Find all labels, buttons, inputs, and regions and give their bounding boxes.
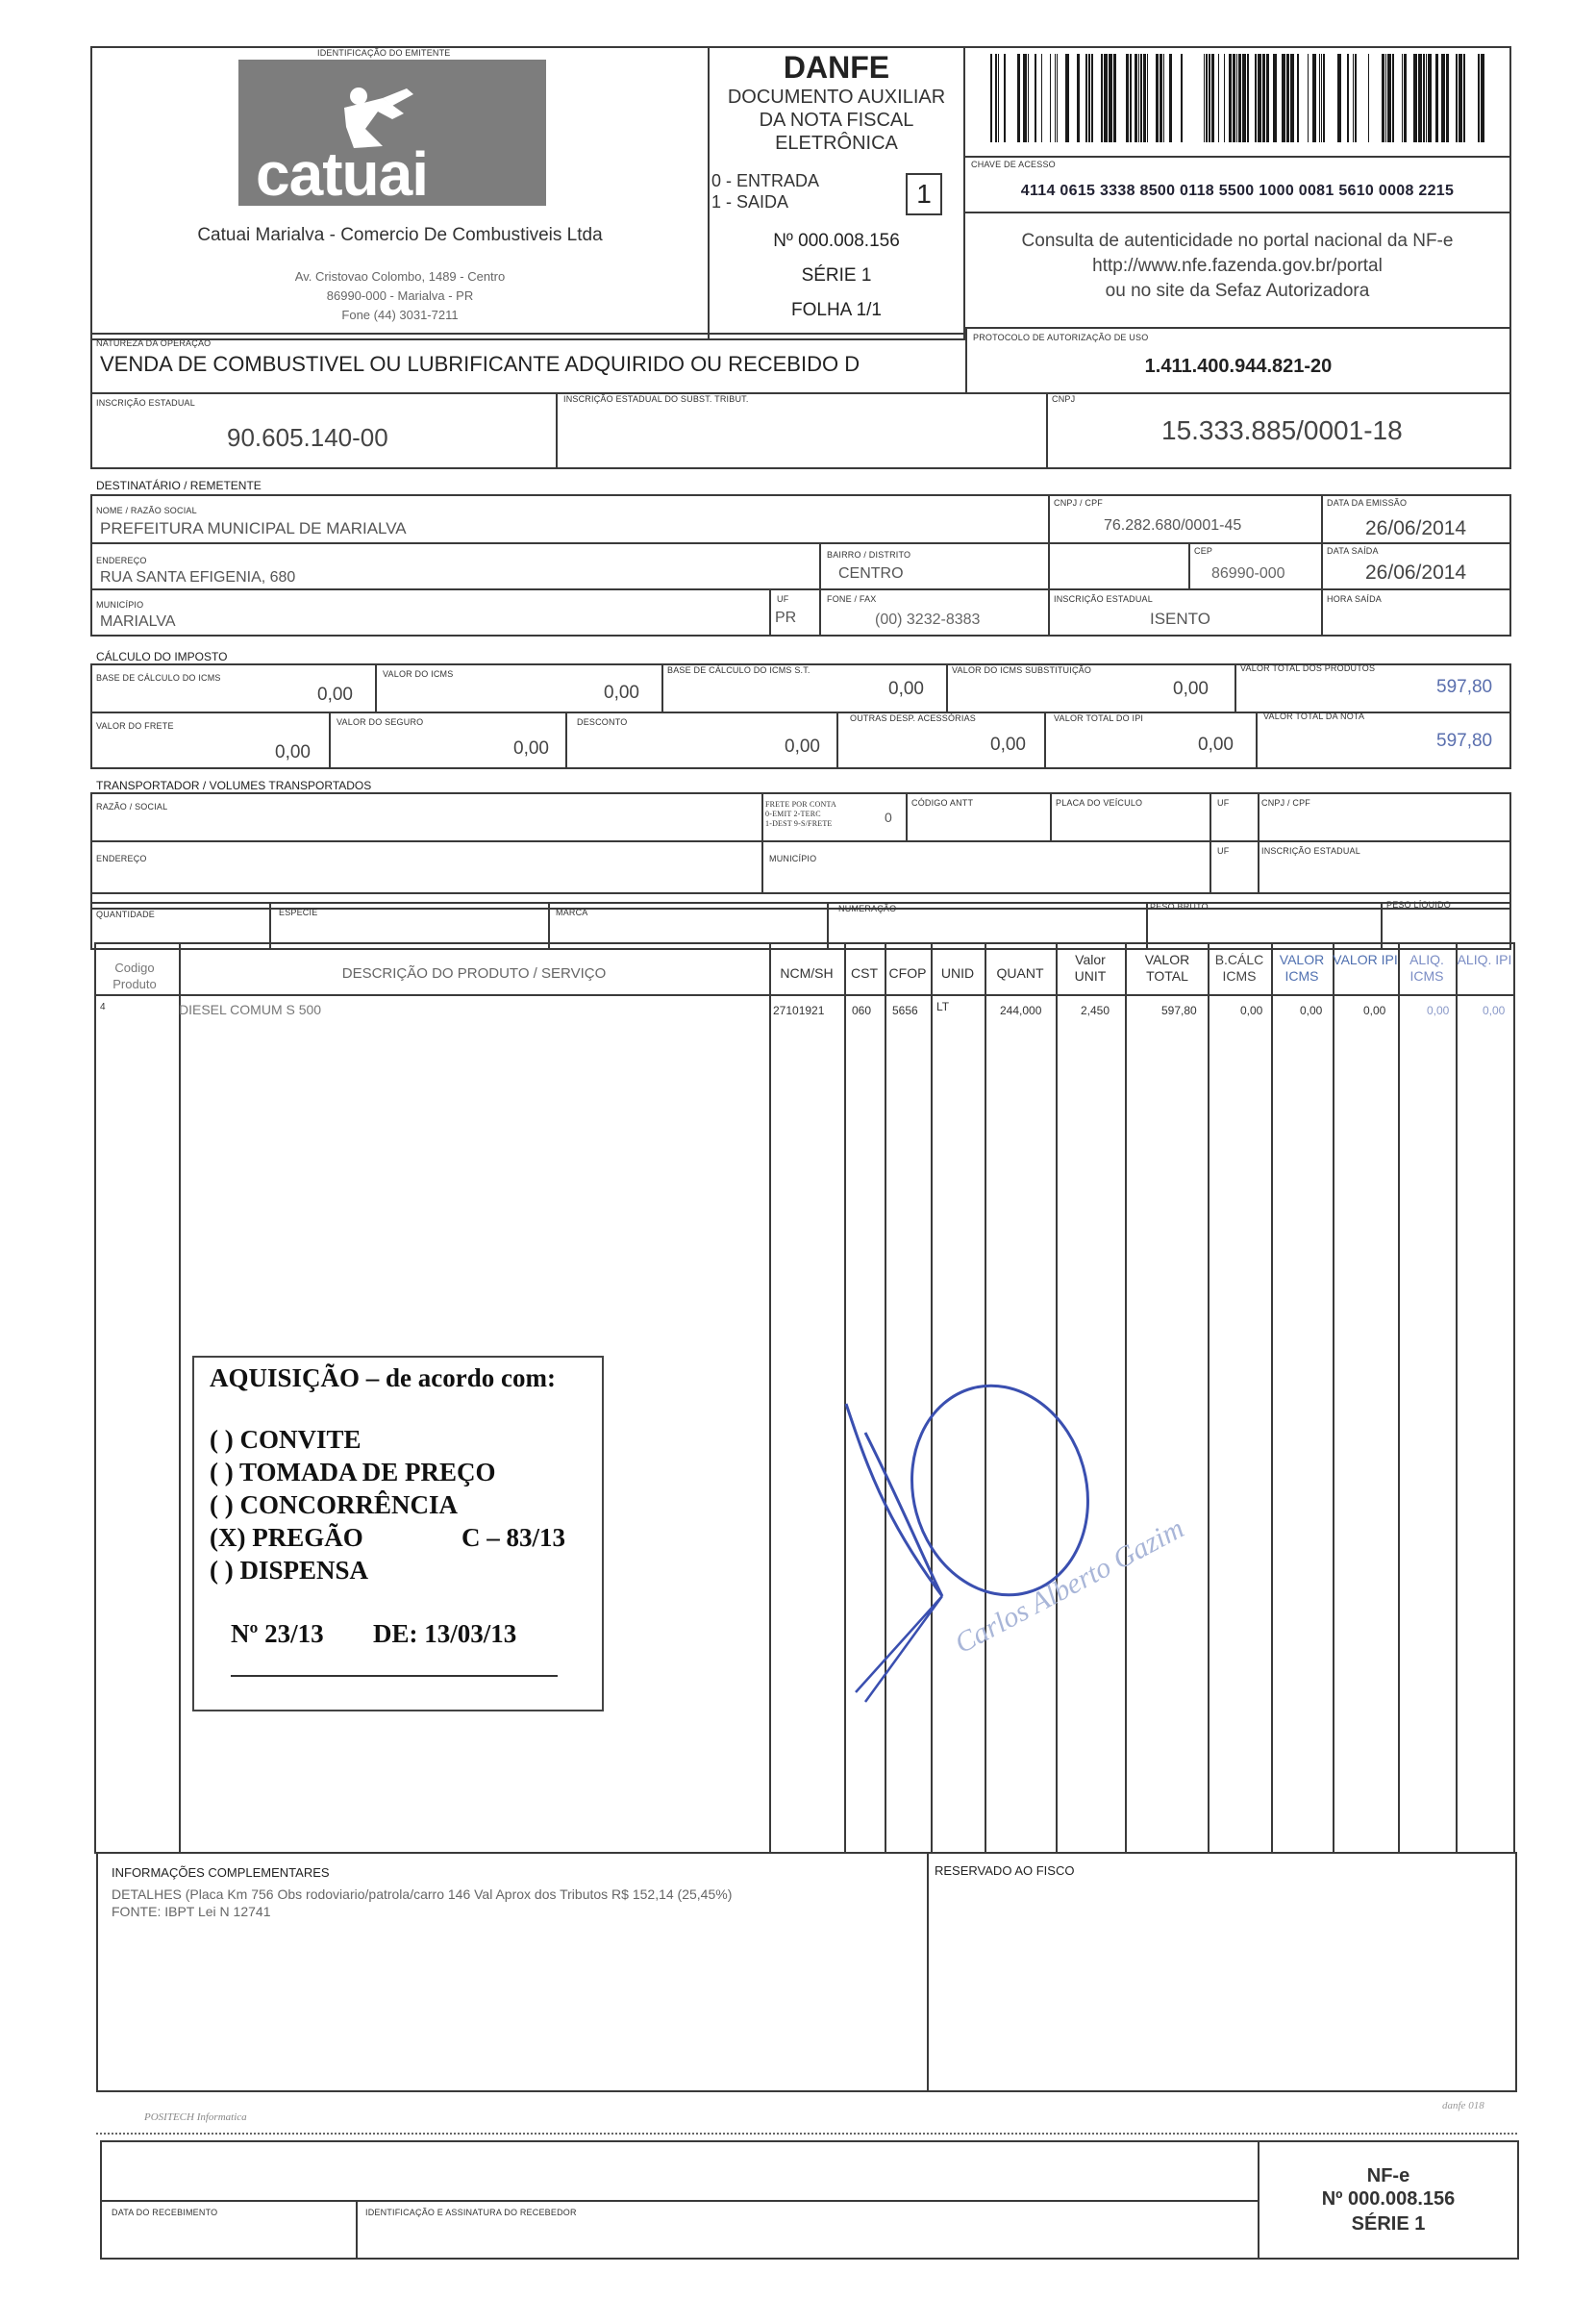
- barcode-bar: [1224, 54, 1225, 142]
- barcode-bar: [1353, 54, 1354, 142]
- barcode-bar: [1035, 54, 1036, 142]
- dest-emissao: 26/06/2014: [1365, 517, 1467, 539]
- trans-cnpj-label: CNPJ / CPF: [1261, 798, 1311, 808]
- info-label: INFORMAÇÕES COMPLEMENTARES: [112, 1865, 330, 1880]
- barcode-bar: [1282, 54, 1285, 142]
- barcode-bar: [1088, 54, 1090, 142]
- recebimento-row-div: [100, 2200, 1259, 2202]
- danfe-folha: FOLHA 1/1: [791, 300, 882, 320]
- natureza-label: NATUREZA DA OPERAÇÃO: [96, 338, 212, 348]
- barcode-bar: [1113, 54, 1116, 142]
- barcode-bar: [1404, 54, 1407, 142]
- td-codigo: 4: [100, 1002, 106, 1012]
- barcode-bar: [1138, 54, 1139, 142]
- dest-col-cnpj: [1048, 494, 1050, 588]
- th-quant: QUANT: [996, 965, 1044, 981]
- barcode-bar: [1323, 54, 1325, 142]
- valor-st: 0,00: [1173, 679, 1209, 699]
- trans-uf2-label: UF: [1217, 846, 1230, 856]
- outras: 0,00: [990, 735, 1026, 755]
- barcode-bar: [1286, 54, 1289, 142]
- inscricao-divider-1: [556, 392, 558, 469]
- barcode-bar: [1435, 54, 1438, 142]
- imp-col-2: [661, 663, 663, 712]
- consulta-line-1: Consulta de autenticidade no portal nacional da NF-e: [1021, 231, 1454, 251]
- vol-peso-liquido-label: PESO LÍQUIDO: [1386, 900, 1451, 910]
- td-aliq-ipi: 0,00: [1483, 1004, 1506, 1017]
- cnpj-label: CNPJ: [1052, 394, 1076, 404]
- dest-row-div-2: [90, 588, 1511, 590]
- dest-uf: PR: [775, 610, 797, 626]
- td-vicms: 0,00: [1300, 1004, 1323, 1017]
- imp-col-8: [1044, 712, 1046, 769]
- barcode-bar: [1290, 54, 1294, 142]
- td-descricao: DIESEL COMUM S 500: [179, 1002, 322, 1017]
- trans-municipio-label: MUNICÍPIO: [769, 854, 817, 863]
- dest-saida-label: DATA SAÍDA: [1327, 546, 1379, 556]
- natureza-value: VENDA DE COMBUSTIVEL OU LUBRIFICANTE ADQUIRIDO OU RECEBIDO D: [100, 352, 860, 376]
- trans-col-3: [1050, 792, 1052, 840]
- trans-endereco-label: ENDEREÇO: [96, 854, 147, 863]
- barcode-bar: [1160, 54, 1162, 142]
- trans-col-2: [906, 792, 908, 840]
- seguro: 0,00: [513, 738, 549, 759]
- dest-endereco-label: ENDEREÇO: [96, 556, 147, 565]
- barcode-bar: [1028, 54, 1029, 142]
- td-cst: 060: [852, 1004, 872, 1017]
- th-vunit: Valor UNIT: [1074, 952, 1107, 984]
- imp-col-7: [836, 712, 838, 769]
- barcode-bar: [1255, 54, 1257, 142]
- footer-nfe: NF-e: [1366, 2165, 1410, 2186]
- ie-label: INSCRIÇÃO ESTADUAL: [96, 398, 195, 408]
- stamp-opt-dispensa: ( ) DISPENSA: [210, 1556, 369, 1585]
- base-st-label: BASE DE CÁLCULO DO ICMS S.T.: [667, 665, 810, 675]
- barcode-bar: [1242, 54, 1246, 142]
- th-vicms: VALOR ICMS: [1279, 952, 1325, 984]
- barcode-bar: [1135, 54, 1137, 142]
- td-ncm: 27101921: [773, 1004, 825, 1017]
- td-vunit: 2,450: [1081, 1004, 1110, 1017]
- barcode-bar: [1418, 54, 1422, 142]
- td-vipi: 0,00: [1363, 1004, 1386, 1017]
- valor-icms: 0,00: [604, 683, 639, 703]
- stamp-opt-convite: ( ) CONVITE: [210, 1425, 362, 1454]
- barcode-bar: [1077, 54, 1080, 142]
- barcode-bar: [1206, 54, 1208, 142]
- ipi: 0,00: [1198, 735, 1234, 755]
- trans-placa-label: PLACA DO VEÍCULO: [1056, 798, 1143, 808]
- protocolo-label: PROTOCOLO DE AUTORIZAÇÃO DE USO: [973, 333, 1149, 342]
- vol-marca-label: MARCA: [556, 908, 588, 917]
- barcode-bar: [1209, 54, 1210, 142]
- th-unid: UNID: [940, 965, 975, 981]
- total-produtos-label: VALOR TOTAL DOS PRODUTOS: [1240, 663, 1376, 673]
- chave-label: CHAVE DE ACESSO: [971, 160, 1056, 169]
- danfe-subtitle-1: DOCUMENTO AUXILIAR: [727, 87, 946, 108]
- trans-razao-label: RAZÃO / SOCIAL: [96, 802, 168, 812]
- dest-col-uf: [769, 588, 771, 637]
- barcode-bar: [1481, 54, 1484, 142]
- barcode-bar: [998, 54, 999, 142]
- barcode-bar: [1130, 54, 1132, 142]
- barcode-bar: [1163, 54, 1164, 142]
- danfe-saida: 1 - SAIDA: [711, 192, 789, 212]
- produtos-column-divider: [769, 942, 771, 1854]
- th-cfop: CFOP: [888, 965, 927, 981]
- dest-col-fone: [819, 588, 821, 637]
- dest-fone: (00) 3232-8383: [875, 612, 981, 628]
- trans-col-5: [1258, 792, 1259, 892]
- emitente-section-label: IDENTIFICAÇÃO DO EMITENTE: [317, 48, 451, 58]
- assinatura-label: IDENTIFICAÇÃO E ASSINATURA DO RECEBEDOR: [365, 2208, 577, 2217]
- total-nota-label: VALOR TOTAL DA NOTA: [1263, 712, 1365, 721]
- barcode-bar: [1385, 54, 1386, 142]
- barcode-bar: [1147, 54, 1148, 142]
- barcode-bar: [1004, 54, 1006, 142]
- barcode-bar: [1312, 54, 1316, 142]
- produtos-column-divider: [1333, 942, 1334, 1854]
- barcode-bar: [1169, 54, 1172, 142]
- stamp-data: DE: 13/03/13: [373, 1619, 517, 1648]
- aquisicao-stamp: [192, 1356, 604, 1711]
- barcode-bar: [1211, 54, 1214, 142]
- barcode-bar: [1297, 54, 1299, 142]
- trans-col-1: [761, 792, 763, 892]
- info-line-1: DETALHES (Placa Km 756 Obs rodoviario/patrola/carro 146 Val Aprox dos Tributos R$ 152,14 (25,45%): [112, 1886, 733, 1902]
- produtos-header-div: [94, 994, 1515, 996]
- barcode-bar: [990, 54, 992, 142]
- footer-serie: SÉRIE 1: [1351, 2213, 1426, 2235]
- stamp-title: AQUISIÇÃO – de acordo com:: [210, 1363, 556, 1392]
- transporte-section-label: TRANSPORTADOR / VOLUMES TRANSPORTADOS: [96, 779, 372, 792]
- info-divider: [927, 1852, 929, 2092]
- trans-uf-label: UF: [1217, 798, 1230, 808]
- dest-uf-label: UF: [777, 594, 789, 604]
- dest-cep: 86990-000: [1211, 565, 1285, 582]
- td-cfop: 5656: [892, 1004, 918, 1017]
- barcode-bar: [1413, 54, 1417, 142]
- barcode-bar: [1266, 54, 1269, 142]
- logo-text: catuai: [256, 139, 428, 206]
- barcode: [990, 54, 1492, 142]
- barcode-bar: [1387, 54, 1391, 142]
- barcode-bar: [1057, 54, 1058, 142]
- barcode-bar: [1050, 54, 1051, 142]
- danfe-numero: Nº 000.008.156: [773, 231, 900, 251]
- th-descricao: DESCRIÇÃO DO PRODUTO / SERVIÇO: [341, 965, 607, 982]
- th-cst: CST: [851, 965, 878, 981]
- stamp-pregao-ref: C – 83/13: [461, 1523, 565, 1552]
- barcode-bar: [1402, 54, 1403, 142]
- frete: 0,00: [275, 742, 311, 762]
- produtos-column-divider: [179, 942, 181, 1854]
- danfe-entrada: 0 - ENTRADA: [711, 171, 820, 190]
- valor-st-label: VALOR DO ICMS SUBSTITUIÇÃO: [952, 665, 1092, 675]
- info-line-2: FONTE: IBPT Lei N 12741: [112, 1904, 271, 1919]
- recebimento-label: DATA DO RECEBIMENTO: [112, 2208, 218, 2217]
- company-logo: [238, 60, 546, 206]
- barcode-bar: [1463, 54, 1465, 142]
- imp-col-4: [1234, 663, 1236, 712]
- trans-antt-label: CÓDIGO ANTT: [911, 798, 974, 808]
- chave-divider-1: [963, 156, 1511, 158]
- barcode-bar: [1041, 54, 1042, 142]
- emitente-address-1: Av. Cristovao Colombo, 1489 - Centro: [294, 269, 506, 284]
- barcode-bar: [1308, 54, 1309, 142]
- barcode-bar: [1459, 54, 1462, 142]
- trans-row-div-2: [90, 892, 1511, 894]
- barcode-bar: [1382, 54, 1384, 142]
- trans-ie-label: INSCRIÇÃO ESTADUAL: [1261, 846, 1360, 856]
- th-codigo: Codigo Produto: [112, 961, 157, 991]
- dest-fone-label: FONE / FAX: [827, 594, 877, 604]
- vol-quantidade-label: QUANTIDADE: [96, 910, 156, 919]
- td-unid: LT: [936, 1000, 950, 1013]
- barcode-bar: [1355, 54, 1357, 142]
- stamp-opt-pregao: (X) PREGÃO: [210, 1523, 363, 1552]
- barcode-bar: [1055, 54, 1056, 142]
- svg-text:Carlos Alberto Gazim: Carlos Alberto Gazim: [949, 1511, 1189, 1661]
- vol-numeracao-label: NUMERAÇÃO: [838, 904, 897, 913]
- desconto: 0,00: [785, 737, 820, 757]
- dest-bairro-label: BAIRRO / DISTRITO: [827, 550, 911, 560]
- barcode-bar: [1109, 54, 1112, 142]
- barcode-bar: [1478, 54, 1480, 142]
- imp-col-6: [565, 712, 567, 769]
- dest-cep-label: CEP: [1194, 546, 1213, 556]
- imp-col-3: [946, 663, 948, 712]
- barcode-bar: [1204, 54, 1205, 142]
- danfe-serie: SÉRIE 1: [801, 265, 872, 286]
- barcode-bar: [1247, 54, 1249, 142]
- stamp-underline: [231, 1675, 558, 1677]
- outras-label: OUTRAS DESP. ACESSÓRIAS: [850, 713, 976, 723]
- dest-cnpj: 76.282.680/0001-45: [1104, 517, 1242, 534]
- produtos-column-divider: [1271, 942, 1273, 1854]
- barcode-bar: [1337, 54, 1341, 142]
- cnpj-value: 15.333.885/0001-18: [1161, 415, 1403, 445]
- danfe-subtitle-2: DA NOTA FISCAL: [759, 110, 914, 131]
- th-vtotal: VALOR TOTAL: [1144, 952, 1190, 984]
- barcode-bar: [1368, 54, 1369, 142]
- chave-value: 4114 0615 3338 8500 0118 5500 1000 0081 5610 0008 2215: [1020, 183, 1455, 199]
- th-aliq-ipi: ALIQ. IPI: [1457, 952, 1512, 967]
- dest-endereco: RUA SANTA EFIGENIA, 680: [100, 569, 296, 586]
- barcode-bar: [1446, 54, 1449, 142]
- stamp-opt-tomada: ( ) TOMADA DE PREÇO: [210, 1458, 496, 1486]
- dest-saida: 26/06/2014: [1365, 562, 1467, 584]
- barcode-bar: [1238, 54, 1241, 142]
- trans-frete-value: 0: [885, 810, 892, 825]
- dest-ie-label: INSCRIÇÃO ESTADUAL: [1054, 594, 1153, 604]
- base-icms: 0,00: [317, 685, 353, 705]
- barcode-bar: [1392, 54, 1394, 142]
- dest-emissao-label: DATA DA EMISSÃO: [1327, 498, 1408, 508]
- consulta-line-2: http://www.nfe.fazenda.gov.br/portal: [1092, 256, 1383, 276]
- inscricao-divider-2: [1046, 392, 1048, 469]
- barcode-bar: [1426, 54, 1427, 142]
- produtos-column-divider: [1398, 942, 1400, 1854]
- barcode-bar: [1441, 54, 1445, 142]
- barcode-bar: [1104, 54, 1108, 142]
- fisco-label: RESERVADO AO FISCO: [935, 1863, 1075, 1878]
- barcode-bar: [1423, 54, 1425, 142]
- barcode-bar: [1017, 54, 1020, 142]
- dest-col-cep: [1188, 542, 1190, 588]
- imp-col-1: [375, 663, 377, 712]
- valor-icms-label: VALOR DO ICMS: [383, 669, 454, 679]
- danfe-subtitle-3: ELETRÔNICA: [775, 133, 898, 154]
- emitente-name: Catuai Marialva - Comercio De Combustiveis Ltda: [197, 225, 603, 245]
- td-aliq-icms: 0,00: [1427, 1004, 1450, 1017]
- destinatario-section-label: DESTINATÁRIO / REMETENTE: [96, 479, 262, 492]
- barcode-bar: [1229, 54, 1232, 142]
- cut-line: [96, 2133, 1517, 2135]
- ie-value: 90.605.140-00: [227, 423, 388, 452]
- vol-especie-label: ESPÉCIE: [279, 908, 318, 917]
- dest-nome-label: NOME / RAZÃO SOCIAL: [96, 506, 197, 515]
- imp-col-5: [329, 712, 331, 769]
- td-vtotal: 597,80: [1161, 1004, 1197, 1017]
- dest-col-ie: [1048, 588, 1050, 637]
- total-produtos: 597,80: [1436, 677, 1493, 697]
- barcode-bar: [1347, 54, 1349, 142]
- signature: [827, 1365, 1211, 1711]
- trans-frete-label-3: 1-DEST 9-S/FRETE: [765, 819, 833, 828]
- th-aliq-icms: ALIQ. ICMS: [1409, 952, 1444, 984]
- seguro-label: VALOR DO SEGURO: [337, 717, 424, 727]
- td-bcalc: 0,00: [1240, 1004, 1263, 1017]
- frete-label: VALOR DO FRETE: [96, 721, 174, 731]
- trans-frete-label-1: FRETE POR CONTA: [765, 800, 836, 809]
- td-quant: 244,000: [1000, 1004, 1042, 1017]
- barcode-bar: [1258, 54, 1261, 142]
- imposto-section-label: CÁLCULO DO IMPOSTO: [96, 650, 228, 663]
- ipi-label: VALOR TOTAL DO IPI: [1054, 713, 1144, 723]
- barcode-bar: [1319, 54, 1320, 142]
- barcode-bar: [1456, 54, 1458, 142]
- trans-col-4: [1209, 792, 1211, 892]
- barcode-bar: [1143, 54, 1146, 142]
- dest-row-div-1: [90, 542, 1511, 544]
- trans-row-div-1: [90, 840, 1511, 842]
- ie-st-label: INSCRIÇÃO ESTADUAL DO SUBST. TRIBUT.: [563, 394, 749, 404]
- vol-peso-bruto-label: PESO BRUTO: [1150, 902, 1209, 912]
- recebimento-col-ass: [356, 2200, 358, 2260]
- dest-col-data: [1321, 494, 1323, 637]
- chave-divider-2: [963, 212, 1511, 213]
- danfe-title: DANFE: [783, 50, 890, 85]
- imp-col-9: [1256, 712, 1258, 769]
- emitente-address-2: 86990-000 - Marialva - PR: [326, 288, 474, 303]
- danfe-version: danfe 018: [1442, 2100, 1484, 2111]
- barcode-bar: [1273, 54, 1277, 142]
- barcode-bar: [1236, 54, 1237, 142]
- stamp-numero: Nº 23/13: [231, 1619, 324, 1648]
- danfe-tipo-box: 1: [906, 173, 942, 215]
- trans-frete-label-2: 0-EMIT 2-TERC: [765, 810, 821, 818]
- base-icms-label: BASE DE CÁLCULO DO ICMS: [96, 673, 221, 683]
- barcode-bar: [1023, 54, 1027, 142]
- dest-municipio-label: MUNICÍPIO: [96, 600, 144, 610]
- th-vipi: VALOR IPI: [1333, 952, 1398, 967]
- th-ncm: NCM/SH: [780, 965, 834, 981]
- desconto-label: DESCONTO: [577, 717, 628, 727]
- base-st: 0,00: [888, 679, 924, 699]
- barcode-bar: [1085, 54, 1087, 142]
- barcode-bar: [1181, 54, 1183, 142]
- stamp-opt-concorrencia: ( ) CONCORRÊNCIA: [210, 1490, 458, 1519]
- dest-bairro: CENTRO: [838, 565, 904, 582]
- dest-nome: PREFEITURA MUNICIPAL DE MARIALVA: [100, 519, 407, 537]
- barcode-bar: [1126, 54, 1129, 142]
- dest-ie: ISENTO: [1150, 610, 1210, 628]
- th-bcalc: B.CÁLC ICMS: [1214, 952, 1264, 984]
- barcode-bar: [1262, 54, 1265, 142]
- total-nota: 597,80: [1436, 731, 1493, 751]
- barcode-bar: [1428, 54, 1432, 142]
- barcode-bar: [995, 54, 997, 142]
- barcode-bar: [1321, 54, 1322, 142]
- dest-cnpj-label: CNPJ / CPF: [1054, 498, 1104, 508]
- emitente-phone: Fone (44) 3031-7211: [341, 308, 459, 322]
- consulta-line-3: ou no site da Sefaz Autorizadora: [1105, 281, 1370, 301]
- barcode-bar: [1156, 54, 1159, 142]
- dest-municipio: MARIALVA: [100, 613, 176, 630]
- barcode-bar: [1101, 54, 1103, 142]
- produtos-column-divider: [1456, 942, 1458, 1854]
- barcode-bar: [1091, 54, 1093, 142]
- footer-numero: Nº 000.008.156: [1321, 2188, 1456, 2210]
- dest-hora-label: HORA SAÍDA: [1327, 594, 1383, 604]
- barcode-bar: [1233, 54, 1235, 142]
- protocolo-value: 1.411.400.944.821-20: [1144, 356, 1333, 377]
- destinatario-box: [90, 494, 1511, 637]
- barcode-bar: [1140, 54, 1142, 142]
- barcode-bar: [1065, 54, 1069, 142]
- dest-col-bairro: [819, 542, 821, 588]
- software-credit: POSITECH Informatica: [144, 2111, 247, 2123]
- barcode-bar: [1218, 54, 1219, 142]
